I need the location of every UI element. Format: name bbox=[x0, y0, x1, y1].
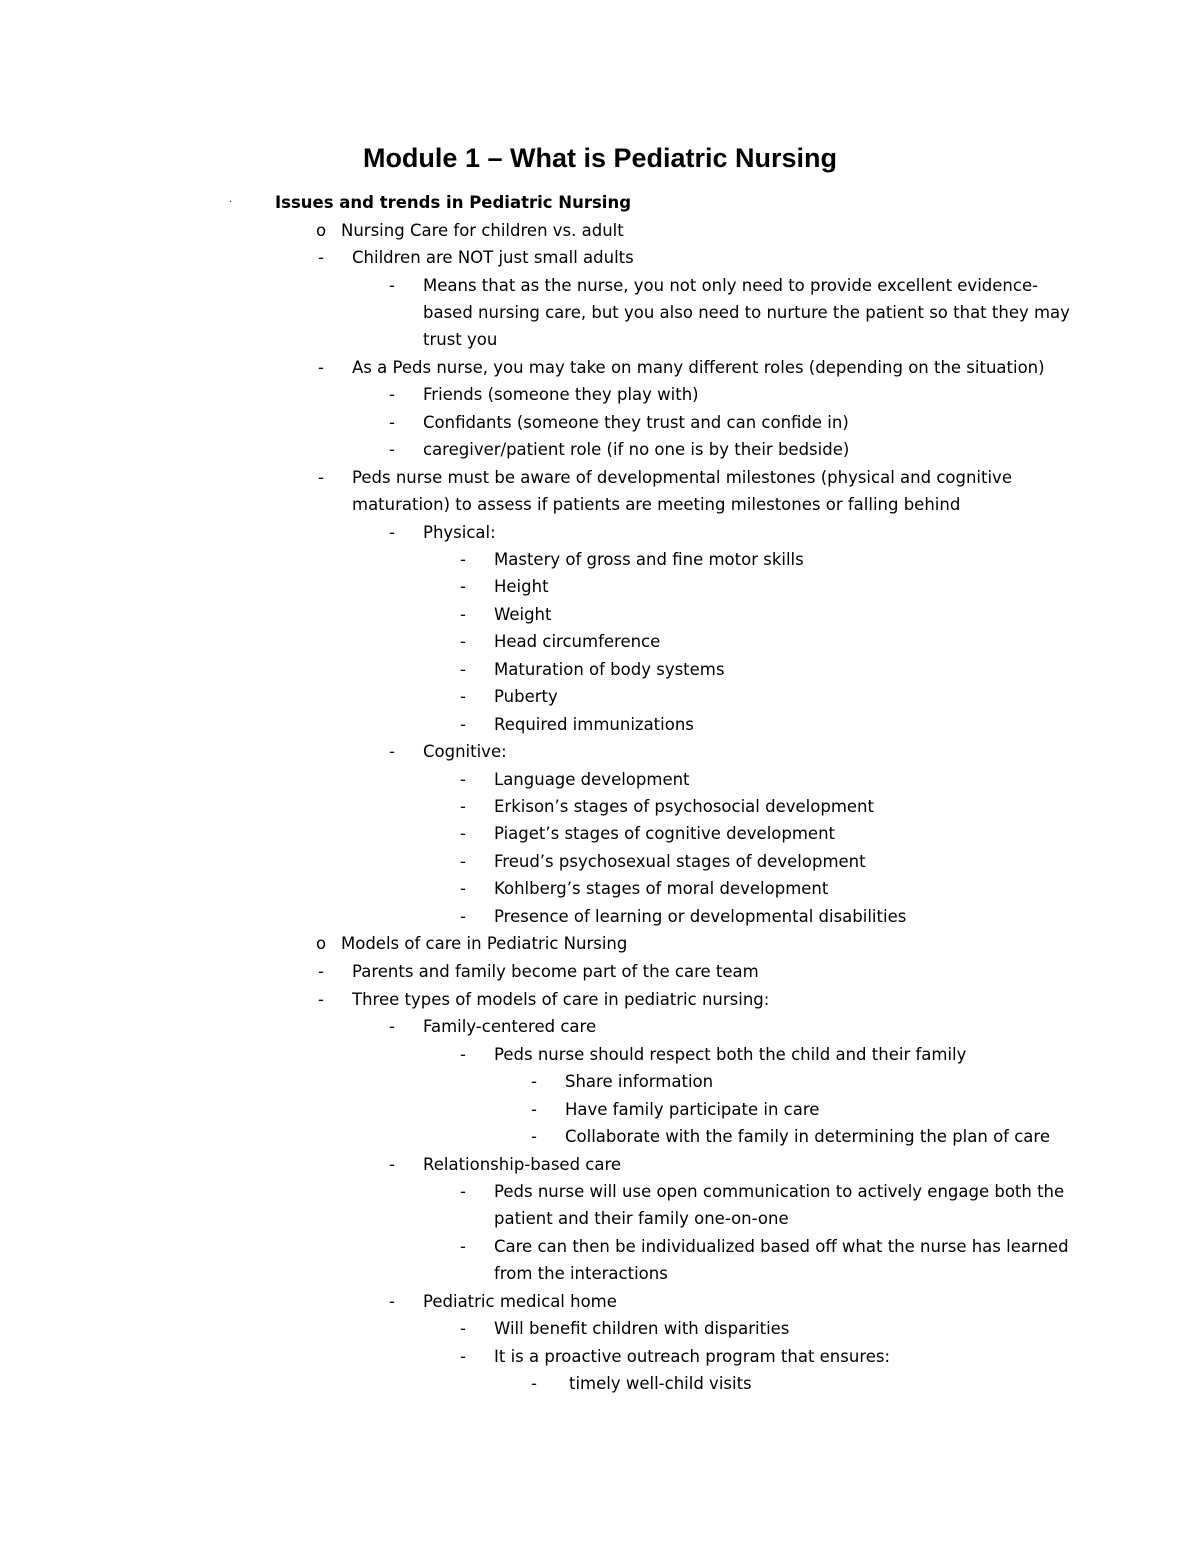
bullet-marker: - bbox=[318, 358, 324, 377]
bullet-marker: - bbox=[460, 577, 466, 596]
bullet-marker: - bbox=[389, 1017, 395, 1036]
line-text: Cognitive: bbox=[423, 742, 507, 761]
bullet-marker: - bbox=[460, 1182, 466, 1201]
line-text: Mastery of gross and fine motor skills bbox=[494, 550, 804, 569]
bullet-marker: - bbox=[460, 1347, 466, 1366]
page-title: Module 1 – What is Pediatric Nursing bbox=[362, 143, 838, 173]
bullet-marker: - bbox=[389, 1292, 395, 1311]
line-text: Care can then be individualized based off what the nurse has learned bbox=[494, 1237, 1069, 1256]
bullet-marker: - bbox=[389, 385, 395, 404]
line-text: Peds nurse must be aware of developmental milestones (physical and cognitive bbox=[352, 468, 1012, 487]
bullet-marker: o bbox=[316, 221, 327, 240]
line-text: Height bbox=[494, 577, 549, 596]
line-text: Language development bbox=[494, 770, 690, 789]
bullet-marker: - bbox=[318, 248, 324, 267]
bullet-marker: - bbox=[389, 276, 395, 295]
bullet-marker: - bbox=[460, 879, 466, 898]
line-text: from the interactions bbox=[494, 1264, 668, 1283]
line-text: Required immunizations bbox=[494, 715, 694, 734]
line-text: Maturation of body systems bbox=[494, 660, 725, 679]
line-text: Family-centered care bbox=[423, 1017, 597, 1036]
line-text: Pediatric medical home bbox=[423, 1292, 617, 1311]
bullet-marker: - bbox=[531, 1127, 537, 1146]
bullet-marker: - bbox=[460, 907, 466, 926]
bullet-marker: - bbox=[460, 715, 466, 734]
line-text: Share information bbox=[565, 1072, 714, 1091]
bullet-marker: - bbox=[460, 824, 466, 843]
line-text: based nursing care, but you also need to nurture the patient so that they may bbox=[423, 303, 1070, 322]
line-text: Have family participate in care bbox=[565, 1100, 820, 1119]
line-text: maturation) to assess if patients are meeting milestones or falling behind bbox=[352, 495, 961, 514]
line-text: Models of care in Pediatric Nursing bbox=[341, 934, 628, 953]
bullet-marker: - bbox=[389, 742, 395, 761]
line-text: timely well-child visits bbox=[569, 1374, 752, 1393]
line-text: Issues and trends in Pediatric Nursing bbox=[275, 193, 632, 212]
line-text: Physical: bbox=[423, 523, 496, 542]
line-text: Three types of models of care in pediatric nursing: bbox=[352, 990, 770, 1009]
line-text: Relationship-based care bbox=[423, 1155, 622, 1174]
bullet-marker: - bbox=[460, 1237, 466, 1256]
bullet-marker: - bbox=[531, 1072, 537, 1091]
bullet-marker: - bbox=[389, 523, 395, 542]
line-text: patient and their family one-on-one bbox=[494, 1209, 789, 1228]
bullet-marker: - bbox=[460, 852, 466, 871]
line-text: Nursing Care for children vs. adult bbox=[341, 221, 624, 240]
line-text: trust you bbox=[423, 330, 498, 349]
line-text: Will benefit children with disparities bbox=[494, 1319, 790, 1338]
line-text: Piaget’s stages of cognitive development bbox=[494, 824, 835, 843]
bullet-marker: · bbox=[229, 197, 233, 208]
bullet-marker: - bbox=[460, 605, 466, 624]
line-text: Peds nurse should respect both the child and their family bbox=[494, 1045, 967, 1064]
line-text: caregiver/patient role (if no one is by their bedside) bbox=[423, 440, 850, 459]
line-text: Collaborate with the family in determining the plan of care bbox=[565, 1127, 1050, 1146]
bullet-marker: - bbox=[531, 1374, 537, 1393]
bullet-marker: - bbox=[460, 770, 466, 789]
line-text: Erkison’s stages of psychosocial development bbox=[494, 797, 874, 816]
bullet-marker: - bbox=[531, 1100, 537, 1119]
line-text: Confidants (someone they trust and can confide in) bbox=[423, 413, 849, 432]
bullet-marker: - bbox=[460, 660, 466, 679]
bullet-marker: - bbox=[318, 990, 324, 1009]
bullet-marker: - bbox=[460, 1045, 466, 1064]
bullet-marker: - bbox=[460, 632, 466, 651]
line-text: Parents and family become part of the care team bbox=[352, 962, 759, 981]
bullet-marker: - bbox=[389, 440, 395, 459]
bullet-marker: - bbox=[389, 1155, 395, 1174]
bullet-marker: - bbox=[460, 797, 466, 816]
line-text: As a Peds nurse, you may take on many different roles (depending on the situation) bbox=[352, 358, 1045, 377]
line-text: It is a proactive outreach program that ensures: bbox=[494, 1347, 891, 1366]
line-text: Puberty bbox=[494, 687, 558, 706]
bullet-marker: - bbox=[460, 550, 466, 569]
line-text: Children are NOT just small adults bbox=[352, 248, 634, 267]
line-text: Head circumference bbox=[494, 632, 661, 651]
line-text: Weight bbox=[494, 605, 552, 624]
line-text: Peds nurse will use open communication to actively engage both the bbox=[494, 1182, 1065, 1201]
line-text: Freud’s psychosexual stages of development bbox=[494, 852, 866, 871]
line-text: Presence of learning or developmental disabilities bbox=[494, 907, 907, 926]
bullet-marker: - bbox=[318, 468, 324, 487]
line-text: Kohlberg’s stages of moral development bbox=[494, 879, 829, 898]
line-text: Friends (someone they play with) bbox=[423, 385, 699, 404]
bullet-marker: - bbox=[460, 687, 466, 706]
bullet-marker: - bbox=[460, 1319, 466, 1338]
line-text: Means that as the nurse, you not only need to provide excellent evidence- bbox=[423, 276, 1039, 295]
bullet-marker: o bbox=[316, 934, 327, 953]
bullet-marker: - bbox=[318, 962, 324, 981]
bullet-marker: - bbox=[389, 413, 395, 432]
